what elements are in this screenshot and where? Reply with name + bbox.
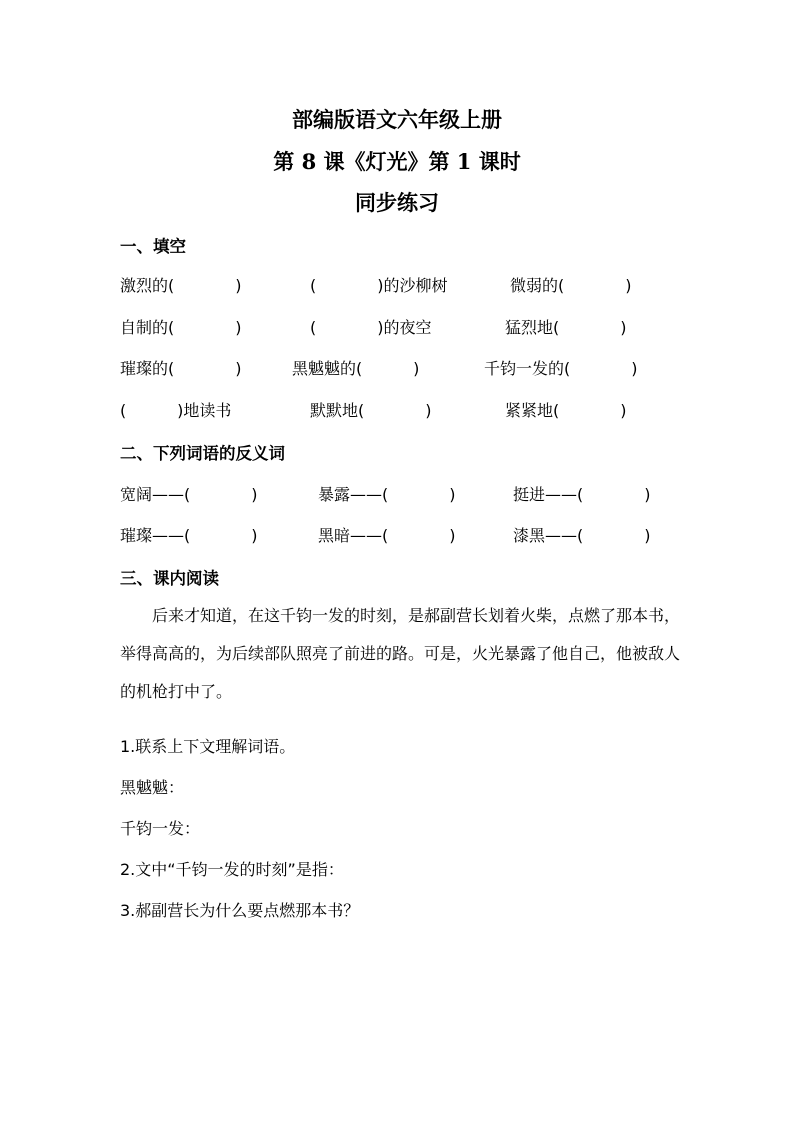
antonym-item: 挺进——( ) [513, 485, 651, 504]
fill-item: ( )地读书 [120, 401, 232, 420]
fill-item: 紧紧地( ) [505, 401, 627, 420]
antonym-item: 宽阔——( ) [120, 485, 258, 504]
title-line2: 第 8 课《灯光》第 1 课时 [273, 149, 521, 174]
section3-heading: 三、课内阅读 [120, 569, 219, 588]
fill-item: 自制的( ) [120, 318, 242, 337]
fill-item: 激烈的( ) [120, 276, 242, 295]
question-1-term-a: 黑魆魆： [120, 778, 185, 797]
fill-item: 黑魆魆的( ) [292, 359, 420, 378]
fill-item: 璀璨的( ) [120, 359, 242, 378]
title-line3: 同步练习 [355, 190, 439, 215]
fill-item: 千钧一发的( ) [484, 359, 638, 378]
fill-item: ( )的沙柳树 [310, 276, 448, 295]
fill-item: 默默地( ) [310, 401, 432, 420]
question-1: 1.联系上下文理解词语。 [120, 737, 296, 756]
antonym-item: 暴露——( ) [318, 485, 456, 504]
antonym-item: 黑暗——( ) [318, 526, 456, 545]
question-3: 3.郝副营长为什么要点燃那本书？ [120, 901, 360, 920]
reading-passage: 后来才知道，在这千钧一发的时刻，是郝副营长划着火柴，点燃了那本书，举得高高的，为后续部队照亮了前进的路。可是，火光暴露了他自己，他被敌人的机枪打中了。 [120, 606, 681, 701]
fill-item: 猛烈地( ) [505, 318, 627, 337]
fill-item: 微弱的( ) [510, 276, 632, 295]
question-1-term-b: 千钧一发： [120, 819, 201, 838]
section2-heading: 二、下列词语的反义词 [120, 444, 285, 463]
antonym-item: 漆黑——( ) [513, 526, 651, 545]
title-line1: 部编版语文六年级上册 [292, 107, 502, 132]
fill-item: ( )的夜空 [310, 318, 432, 337]
question-2: 2.文中“千钧一发的时刻”是指： [120, 860, 344, 879]
section1-heading: 一、填空 [120, 237, 186, 256]
antonym-item: 璀璨——( ) [120, 526, 258, 545]
